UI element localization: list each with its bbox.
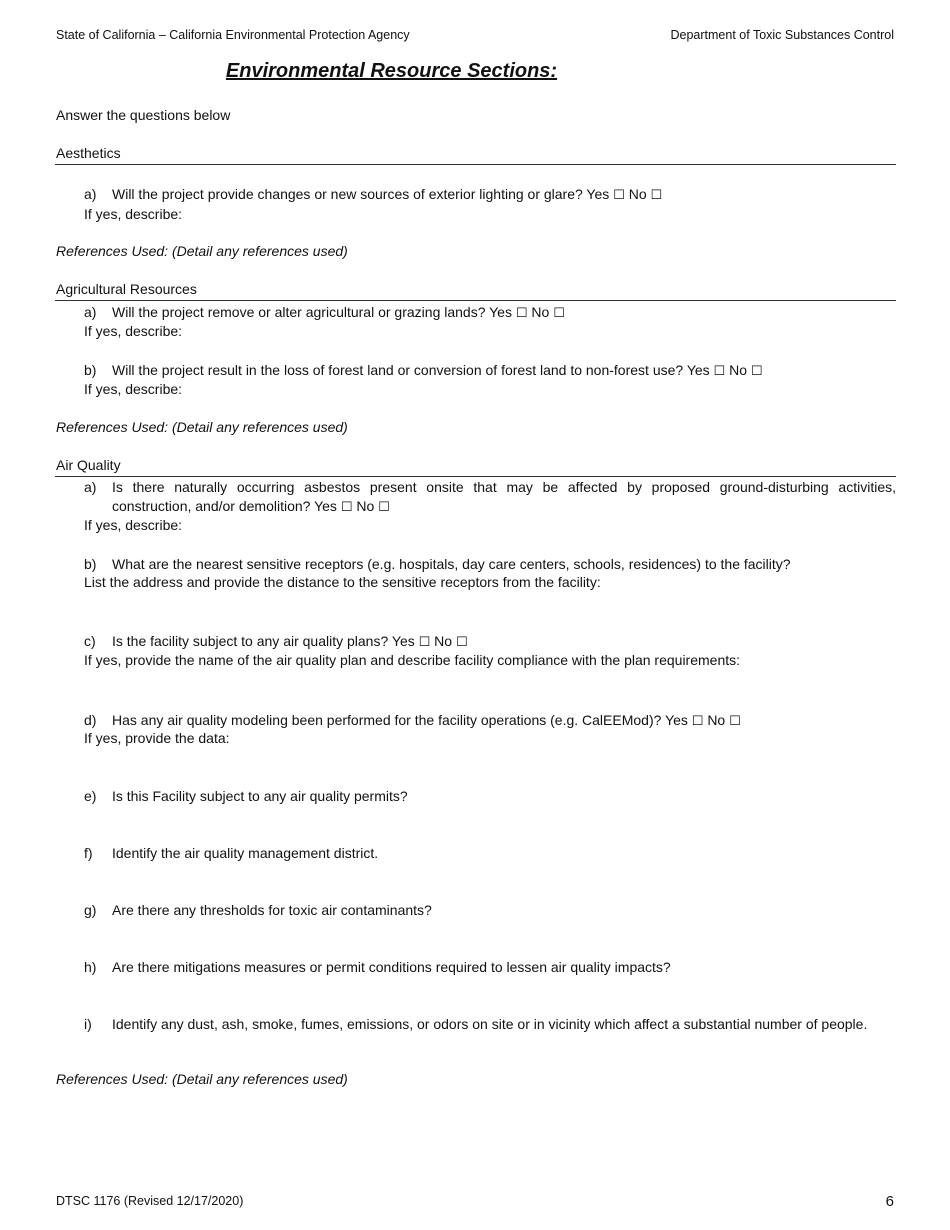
question-label: a)	[84, 479, 97, 495]
question-label: b)	[84, 556, 97, 572]
no-label: No	[531, 304, 550, 320]
no-label: No	[628, 186, 647, 202]
section-heading-aesthetics: Aesthetics	[56, 145, 121, 161]
question-label: b)	[84, 362, 97, 378]
question-text: Will the project remove or alter agricultural or grazing lands? Yes	[112, 304, 512, 320]
no-checkbox[interactable]: ☐	[378, 500, 390, 515]
no-checkbox[interactable]: ☐	[750, 364, 763, 379]
question-agricultural-b	[84, 361, 763, 381]
question-label: g)	[84, 902, 97, 918]
follow-up-text: List the address and provide the distance to the sensitive receptors from the facility:	[84, 574, 601, 590]
question-text: Has any air quality modeling been performed for the facility operations (e.g. CalEEMod)? Yes	[112, 712, 688, 728]
question-air-quality-c	[84, 632, 468, 652]
no-checkbox[interactable]: ☐	[553, 306, 565, 321]
yes-checkbox[interactable]: ☐	[691, 714, 704, 729]
yes-checkbox[interactable]: ☐	[340, 500, 353, 515]
section-divider	[55, 476, 896, 477]
follow-up-text: If yes, describe:	[84, 517, 183, 533]
question-text: Will the project provide changes or new sources of exterior lighting or glare? Yes	[112, 186, 610, 202]
follow-up-text: If yes, provide the data:	[84, 730, 230, 746]
references-used: References Used: (Detail any references used)	[56, 419, 348, 435]
section-heading-air-quality: Air Quality	[56, 457, 121, 473]
section-divider	[55, 300, 896, 301]
follow-up-text: If yes, describe:	[84, 323, 183, 339]
header-department: Department of Toxic Substances Control	[670, 28, 894, 42]
yes-checkbox[interactable]: ☐	[418, 635, 431, 650]
question-text: Will the project result in the loss of forest land or conversion of forest land to non-forest use? Yes	[112, 362, 710, 378]
question-label: i)	[84, 1016, 92, 1032]
no-label: No	[356, 498, 375, 514]
no-checkbox[interactable]: ☐	[650, 188, 663, 203]
question-air-quality-a	[84, 478, 896, 517]
references-used: References Used: (Detail any references used)	[56, 243, 348, 259]
page-title: Environmental Resource Sections:	[225, 60, 558, 82]
question-label: f)	[84, 845, 93, 861]
follow-up-text: If yes, describe:	[84, 206, 183, 222]
question-text: What are the nearest sensitive receptors (e.g. hospitals, day care centers, schools, residences) to the facility?	[112, 556, 791, 572]
question-air-quality-i	[84, 1015, 867, 1034]
question-air-quality-h	[84, 958, 671, 977]
question-text: Is this Facility subject to any air quality permits?	[112, 788, 408, 804]
question-label: h)	[84, 959, 97, 975]
no-label: No	[434, 633, 453, 649]
question-aesthetics-a	[84, 185, 662, 205]
question-label: d)	[84, 712, 97, 728]
question-air-quality-f	[84, 844, 378, 863]
footer-form-id: DTSC 1176 (Revised 12/17/2020)	[56, 1194, 244, 1208]
question-air-quality-d	[84, 711, 741, 731]
question-text: Identify the air quality management district.	[112, 845, 379, 861]
yes-checkbox[interactable]: ☐	[613, 188, 625, 203]
question-air-quality-b	[84, 555, 791, 574]
question-agricultural-a	[84, 303, 565, 323]
question-label: c)	[84, 633, 96, 649]
question-air-quality-g	[84, 901, 432, 920]
section-heading-agricultural: Agricultural Resources	[56, 281, 197, 297]
references-used: References Used: (Detail any references used)	[56, 1071, 348, 1087]
header-agency: State of California – California Environmental Protection Agency	[56, 28, 410, 42]
question-text: Are there mitigations measures or permit conditions required to lessen air quality impacts?	[112, 959, 671, 975]
question-text: Identify any dust, ash, smoke, fumes, emissions, or odors on site or in vicinity which affect a substantial number of people.	[112, 1016, 868, 1032]
no-label: No	[729, 362, 747, 378]
yes-checkbox[interactable]: ☐	[515, 306, 528, 321]
question-label: a)	[84, 186, 97, 202]
section-divider	[55, 164, 896, 165]
question-air-quality-e	[84, 787, 408, 806]
question-text: Is the facility subject to any air quality plans? Yes	[112, 633, 415, 649]
no-label: No	[707, 712, 726, 728]
page-number: 6	[885, 1193, 894, 1210]
intro-text: Answer the questions below	[56, 107, 231, 123]
no-checkbox[interactable]: ☐	[455, 635, 468, 650]
question-label: e)	[84, 788, 97, 804]
follow-up-text: If yes, describe:	[84, 381, 183, 397]
question-text: Are there any thresholds for toxic air contaminants?	[112, 902, 432, 918]
question-text: Is there naturally occurring asbestos present onsite that may be affected by proposed ground-disturbing activities, construction, and/or demolition? Yes	[112, 479, 896, 514]
yes-checkbox[interactable]: ☐	[713, 364, 726, 379]
no-checkbox[interactable]: ☐	[729, 714, 741, 729]
follow-up-text: If yes, provide the name of the air quality plan and describe facility compliance with the plan requirements:	[84, 652, 741, 668]
question-label: a)	[84, 304, 97, 320]
